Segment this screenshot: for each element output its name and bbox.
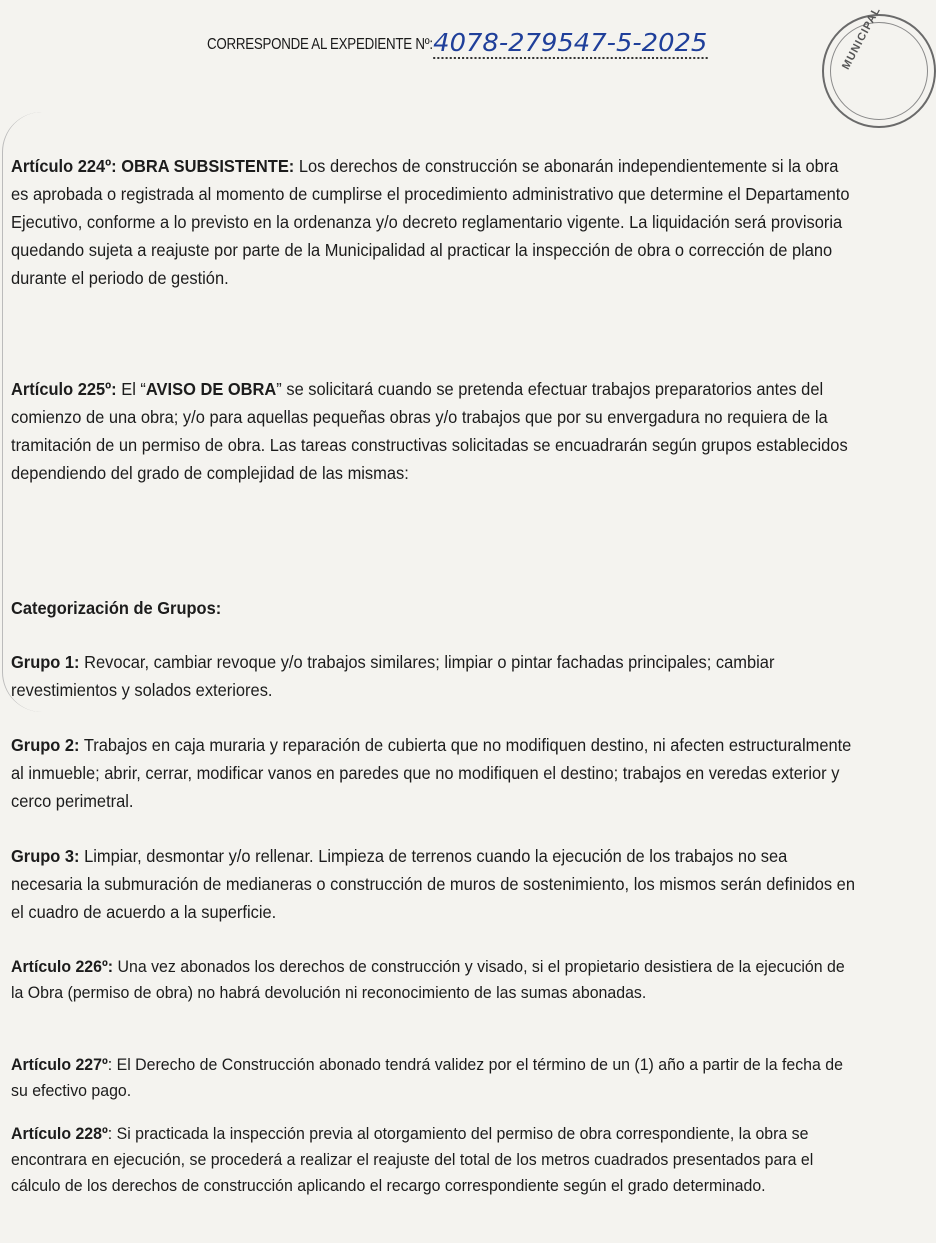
article-224-title: OBRA SUBSISTENTE: [121,156,295,176]
group-1 [11,648,857,704]
article-228-label: Artículo 228º [11,1124,108,1143]
municipal-seal-stamp [822,4,936,128]
article-228-text: : Si practicada la inspección previa al otorgamiento del permiso de obra correspondiente, la obra se encontrara en ejecución, se procederá a realizar el reajuste del total de los metros cuadrados presentados para el cálculo de los derechos de construcción aplicando el recargo correspondiente según el grado determinado. [11,1124,814,1195]
group-3-text: Limpiar, desmontar y/o rellenar. Limpieza de terrenos cuando la ejecución de los trabajos no sea necesaria la submuración de medianeras o construcción de muros de sostenimiento, los mismos serán definidos en el cuadro de acuerdo a la superficie. [11,846,855,922]
group-3 [11,842,857,926]
expediente-header [207,26,707,57]
article-224 [11,152,857,292]
group-3-label: Grupo 3: [11,846,80,866]
expediente-number: 4078-279547-5-2025 [432,28,707,57]
expediente-label: CORRESPONDE AL EXPEDIENTE Nº: [207,36,433,53]
article-226 [11,954,857,1006]
article-227 [11,1052,857,1104]
group-1-label: Grupo 1: [11,652,80,672]
article-226-text: Una vez abonados los derechos de construcción y visado, si el propietario desistiera de la ejecución de la Obra (permiso de obra) no habrá devolución ni reconocimiento de las sumas abonadas. [11,957,845,1002]
group-2-label: Grupo 2: [11,735,80,755]
article-227-label: Artículo 227º [11,1055,108,1074]
article-228 [11,1121,857,1199]
article-225-pre: El “ [121,379,146,399]
article-225 [11,375,857,487]
seal-text: MUNICIPAL [840,4,884,72]
article-226-label: Artículo 226º: [11,957,114,976]
article-225-title: AVISO DE OBRA [145,379,277,399]
article-225-text: ” se solicitará cuando se pretenda efectuar trabajos preparatorios antes del comienzo de una obra; y/o para aquellas pequeñas obras y/o trabajos que por su envergadura no requiera de la tramitación de un permiso de obra. Las tareas constructivas solicitadas se encuadrarán según grupos establecidos dependiendo del grado de complejidad de las mismas: [11,379,848,483]
article-225-label: Artículo 225º: [11,379,117,399]
group-2 [11,731,857,815]
categorization-title: Categorización de Grupos: [11,598,222,618]
article-224-label: Artículo 224º: [11,156,117,176]
group-2-text: Trabajos en caja muraria y reparación de cubierta que no modifiquen destino, ni afecten estructuralmente al inmueble; abrir, cerrar, modificar vanos en paredes que no modifiquen el destino; trabajos en veredas exterior y cerco perimetral. [11,735,852,811]
article-224-text: Los derechos de construcción se abonarán independientemente si la obra es aprobada o registrada al momento de cumplirse el procedimiento administrativo que determine el Departamento Ejecutivo, conforme a lo previsto en la ordenanza y/o decreto reglamentario vigente. La liquidación será provisoria quedando sujeta a reajuste por parte de la Municipalidad al practicar la inspección de obra o corrección de plano durante el periodo de gestión. [11,156,850,288]
article-227-text: : El Derecho de Construcción abonado tendrá validez por el término de un (1) año a partir de la fecha de su efectivo pago. [11,1055,843,1100]
group-1-text: Revocar, cambiar revoque y/o trabajos similares; limpiar o pintar fachadas principales; cambiar revestimientos y solados exteriores. [11,652,775,700]
